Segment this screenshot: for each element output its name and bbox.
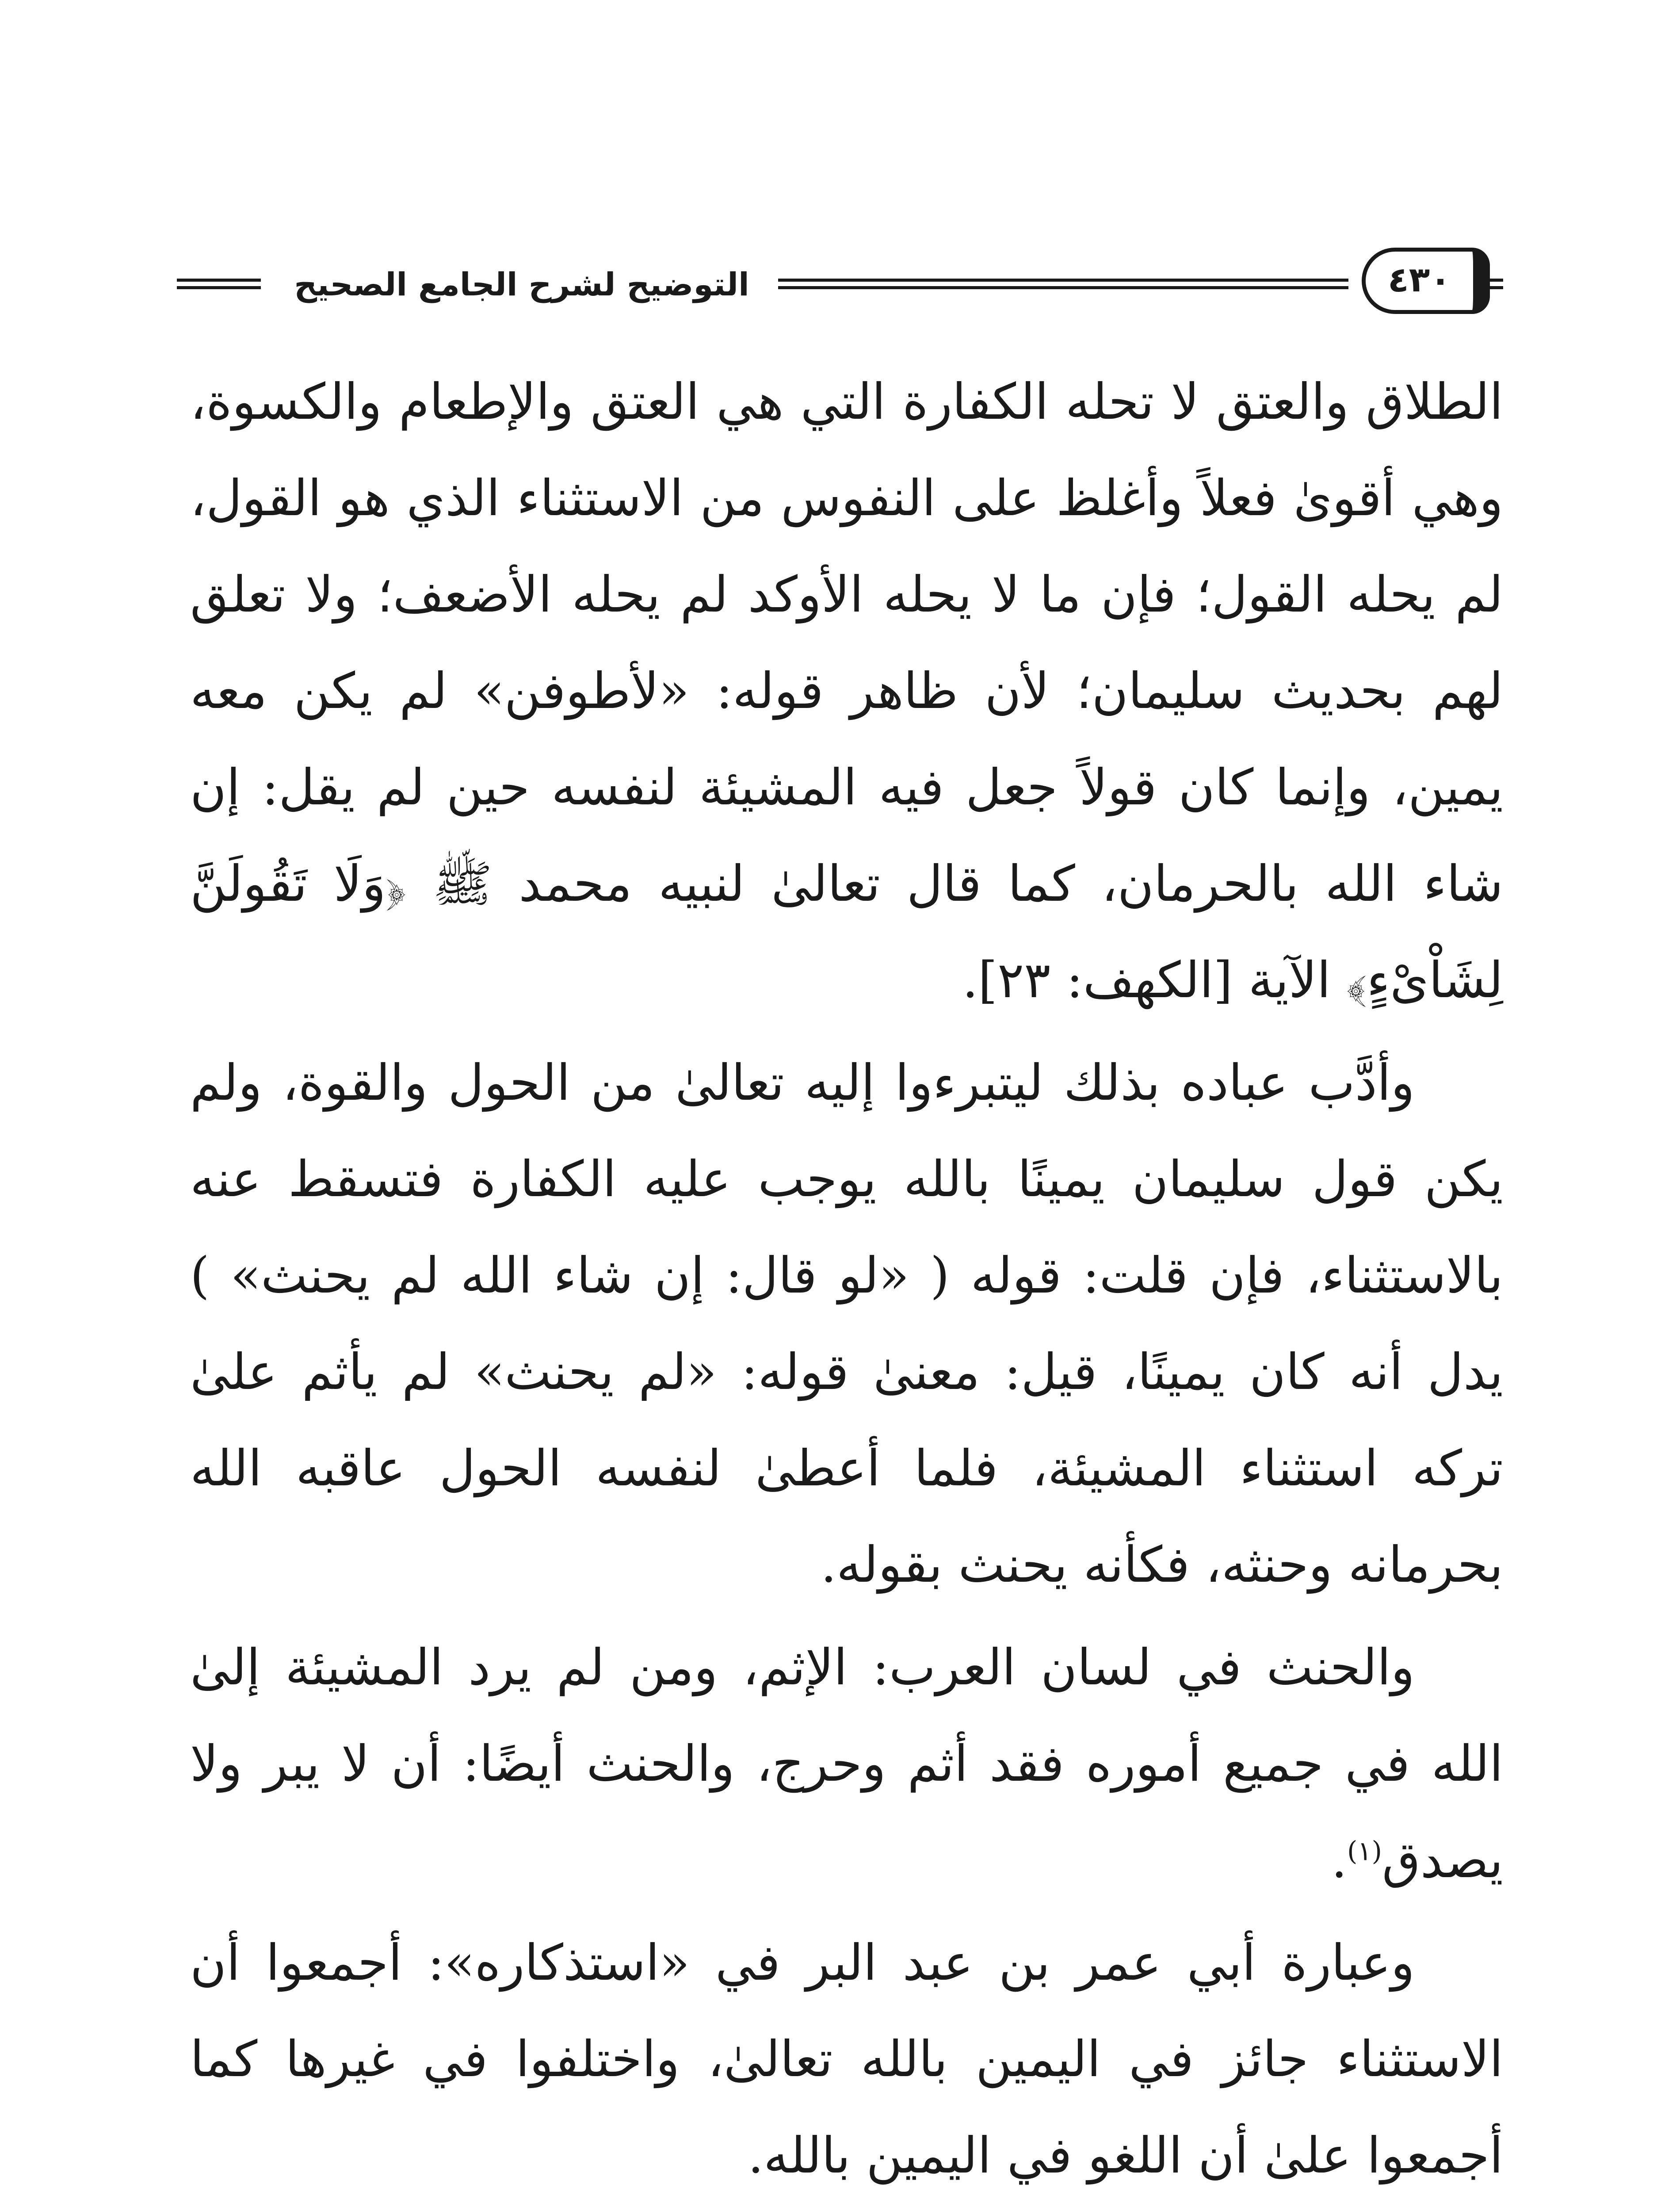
header-rule-left <box>177 279 261 289</box>
running-header <box>177 248 1503 323</box>
main-text <box>190 354 1503 2211</box>
paragraph-3-text: والحنث في لسان العرب: الإثم، ومن لم يرد المشيئة إلىٰ الله في جميع أموره فقد أثم وحرج، والحنث أيضًا: أن لا يبر ولا يصدق <box>190 1639 1503 1889</box>
page-number-badge: ٤٣٠ <box>1362 248 1490 314</box>
header-rule-right <box>1481 279 1503 289</box>
paragraph-2: وأدَّب عباده بذلك ليتبرءوا إليه تعالىٰ من الحول والقوة، ولم يكن قول سليمان يمينًا بالله يوجب عليه الكفارة فتسقط عنه بالاستثناء، فإن قلت: قوله ( «لو قال: إن شاء الله لم يحنث» ) يدل أنه كان يمينًا، قيل: معنىٰ قوله: «لم يحنث» لم يأثم علىٰ تركه استثناء المشيئة، فلما أعطىٰ لنفسه الحول عاقبه الله بحرمانه وحنثه، فكأنه يحنث بقوله. <box>190 1054 1503 1594</box>
footnote-reference: (١) <box>1347 1836 1382 1867</box>
header-title: التوضيح لشرح الجامع الصحيح <box>294 266 749 303</box>
paragraph-4: وعبارة أبي عمر بن عبد البر في «استذكاره»: أجمعوا أن الاستثناء جائز في اليمين بالله تعالىٰ، واختلفوا في غيرها كما أجمعوا علىٰ أن اللغو في اليمين بالله. <box>190 1934 1503 2184</box>
paragraph-1: الطلاق والعتق لا تحله الكفارة التي هي العتق والإطعام والكسوة، وهي أقوىٰ فعلاً وأغلظ على النفوس من الاستثناء الذي هو القول، لم يحله القول؛ فإن ما لا يحله الأوكد لم يحله الأضعف؛ ولا تعلق لهم بحديث سليمان؛ لأن ظاهر قوله: «لأطوفن» لم يكن معه يمين، وإنما كان قولاً جعل فيه المشيئة لنفسه حين لم يقل: إن شاء الله بالحرمان، كما قال تعالىٰ لنبيه محمد ﷺ ﴿وَلَا تَقُولَنَّ لِشَاْىْءٍ﴾ الآية [الكهف: ٢٣]. <box>190 373 1504 1009</box>
header-rule-middle <box>778 279 1348 289</box>
paragraph-3 <box>190 1619 1503 1909</box>
paragraph-3-end: . <box>1331 1832 1347 1889</box>
